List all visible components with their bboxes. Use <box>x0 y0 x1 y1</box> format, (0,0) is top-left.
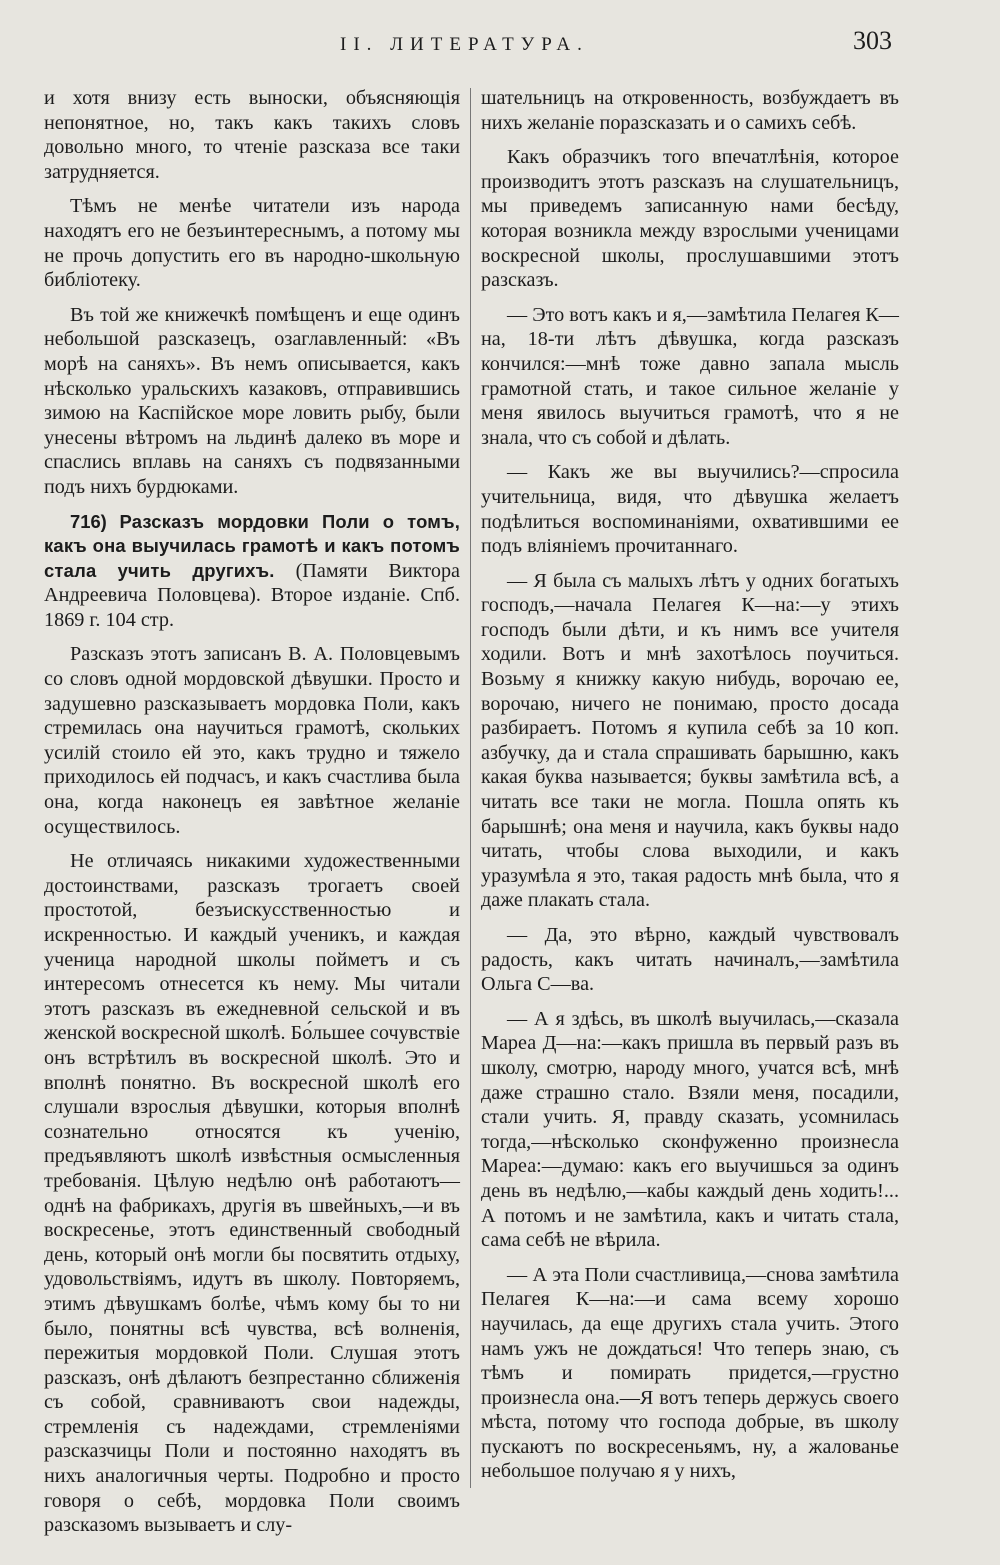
paragraph: Не отличаясь никакими художественными достоинствами, разсказъ трогаетъ своей простотой, безъискусственностью и искренностью. И каждый ученикъ, и каждая ученица народной школы пойметъ и съ интересомъ отнесется къ нему. Мы читали этотъ разсказъ въ ежедневной сельской и въ женской воскресной школѣ. Бо́льшее сочувствіе онъ встрѣтилъ въ воскресной школѣ. Это и вполнѣ понятно. Въ воскресной школѣ его слушали взрослыя дѣвушки, которыя вполнѣ сознательно относятся къ ученію, предъявляютъ школѣ извѣстныя осмысленныя требованія. Цѣлую недѣлю онѣ работаютъ—однѣ на фабрикахъ, другія въ швейныхъ,—и въ воскресенье, этотъ единственный свободный день, который онѣ могли бы посвятить отдыху, удовольствіямъ, идутъ въ школу. Повторяемъ, этимъ дѣвушкамъ болѣе, чѣмъ кому бы то ни было, понятны всѣ чувства, всѣ волненія, пережитыя мордовкой Поли. Слушая этотъ разсказъ, онѣ дѣлаютъ безпрестанно сближенія съ собой, сравниваютъ свои надежды, стремленія съ надеждами, стремленіями разсказчицы Поли и постоянно находятъ въ нихъ аналогичныя черты. Подробно и просто говоря о себѣ, мордовка Поли своимъ разсказомъ вызываетъ и слу- <box>44 850 460 1537</box>
bibliography-entry <box>44 510 460 633</box>
running-title: II. ЛИТЕРАТУРА. <box>340 34 589 55</box>
entry-title: Разсказъ мордовки Поли о томъ, какъ она выучилась грамотѣ и какъ потомъ стала учить другихъ. <box>44 510 461 581</box>
paragraph: Тѣмъ не менѣе читатели изъ народа находятъ его не безъинтереснымъ, а потому мы не прочь допустить его въ народно-школьную библіотеку. <box>44 195 460 292</box>
column-divider <box>470 88 471 1488</box>
paragraph: Какъ образчикъ того впечатлѣнія, которое производитъ этотъ разсказъ на слушательницъ, мы приведемъ записанную нами бесѣду, которая возникла между взрослыми ученицами воскресной школы, прослушавшими этотъ разсказъ. <box>481 146 899 292</box>
page-header <box>0 22 1000 62</box>
left-column <box>44 86 460 1548</box>
right-column <box>481 86 899 1494</box>
paragraph: — А эта Поли счастливица,—снова замѣтила Пелагея К—на:—и сама всему хорошо научилась, да еще другихъ стала учить. Этого намъ ужъ не дождаться! Что теперь знаю, съ тѣмъ и помирать придется,—грустно произнесла она.—Я вотъ теперь держусь своего мѣста, потому что господа добрые, въ школу пускаютъ по воскресеньямъ, ну, а жалованье небольшое получаю я у нихъ, <box>481 1263 899 1483</box>
entry-details: (Памяти Виктора Андреевича Половцева). Второе изданіе. Спб. 1869 г. 104 стр. <box>44 559 461 631</box>
paragraph: — Это вотъ какъ и я,—замѣтила Пелагея К—на, 18-ти лѣтъ дѣвушка, когда разсказъ кончился:—мнѣ тоже давно запала мысль грамотной стать, и такое сильное желаніе у меня явилось выучиться грамотѣ, что я не знала, что съ собой и дѣлать. <box>481 303 899 449</box>
paragraph: — Какъ же вы выучились?—спросила учительница, видя, что дѣвушка желаетъ подѣлиться воспоминаніями, охватившими ее подъ вліяніемъ прочитаннаго. <box>481 461 899 558</box>
entry-number: 716) <box>70 510 107 532</box>
paragraph: шательницъ на откровенность, возбуждаетъ въ нихъ желаніе поразсказать и о самихъ себѣ. <box>481 87 899 134</box>
paragraph: — А я здѣсь, въ школѣ выучилась,—сказала Мареа Д—на:—какъ пришла въ первый разъ въ школу, смотрю, народу много, учатся всѣ, мнѣ даже страшно стало. Взяли меня, посадили, стали учить. Я, правду сказать, усомнилась тогда,—нѣсколько сконфуженно произнесла Мареа:—думаю: какъ его выучишься за одинъ день въ недѣлю,—кабы каждый день ходить!... А потомъ и не замѣтила, какъ и читать стала, сама себѣ не вѣрила. <box>481 1007 899 1252</box>
page-number: 303 <box>853 26 892 55</box>
paragraph: Разсказъ этотъ записанъ В. А. Половцевымъ со словъ одной мордовской дѣвушки. Просто и задушевно разсказываетъ мордовка Поли, какъ стремилась она научиться грамотѣ, скольких усилій стоило ей это, какъ трудно и тяжело приходилось ей подчасъ, и какъ счастлива была она, когда наконецъ ея завѣтное желаніе осуществилось. <box>44 643 460 838</box>
paragraph: Въ той же книжечкѣ помѣщенъ и еще одинъ небольшой разсказецъ, озаглавленный: «Въ морѣ на саняхъ». Въ немъ описывается, какъ нѣсколько уральскихъ казаковъ, отправившись зимою на Каспійское море ловить рыбу, были унесены вѣтромъ на льдинѣ далеко въ море и спаслись вплавь на саняхъ съ подвязанными подъ нихъ бурдюками. <box>44 303 460 498</box>
paragraph: — Да, это вѣрно, каждый чувствовалъ радость, какъ читать начиналъ,—замѣтила Ольга С—ва. <box>481 924 899 996</box>
paragraph: — Я была съ малыхъ лѣтъ у одних богатыхъ господъ,—начала Пелагея К—на:—у этихъ господъ были дѣти, и къ нимъ все учителя ходили. Вотъ и мнѣ захотѣлось поучиться. Возьму я книжку какую нибудь, ворочаю ее, ворочаю, ничего не понимаю, просто досада разбираетъ. Потомъ я купила себѣ за 10 коп. азбучку, да и стала спрашивать барышню, какъ какая буква называется; буквы замѣтила всѣ, а читать все таки не могла. Пошла опять къ барышнѣ; она меня и научила, какъ буквы надо читать, чтобы слова выходили, и какъ уразумѣла я это, такая радость мнѣ была, что я даже плакать стала. <box>481 569 899 912</box>
paragraph: и хотя внизу есть выноски, объясняющія непонятное, но, такъ какъ такихъ словъ довольно много, то чтеніе разсказа все таки затрудняется. <box>44 87 460 183</box>
